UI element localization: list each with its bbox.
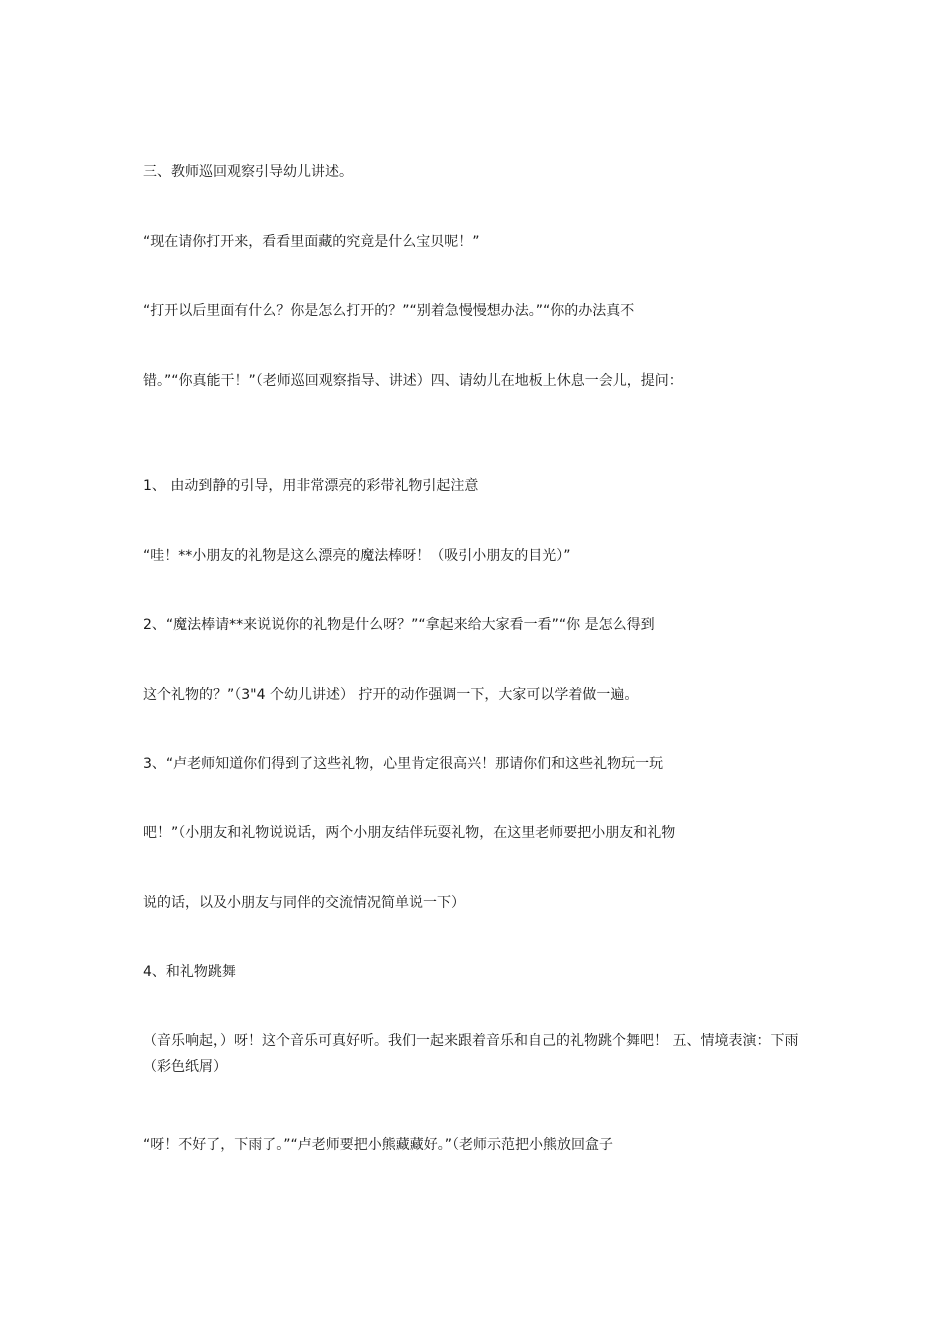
paragraph-line: 吧！”（小朋友和礼物说说话，两个小朋友结伴玩耍礼物，在这里老师要把小朋友和礼物 <box>143 825 676 841</box>
paragraph-line: “呀！不好了，下雨了。”“卢老师要把小熊藏藏好。”（老师示范把小熊放回盒子 <box>143 1137 614 1153</box>
paragraph-line: 错。”“你真能干！”（老师巡回观察指导、讲述）四、请幼儿在地板上休息一会儿，提问： <box>143 373 683 389</box>
paragraph-line: 3、“卢老师知道你们得到了这些礼物，心里肯定很高兴！那请你们和这些礼物玩一玩 <box>143 756 664 772</box>
paragraph-line: “打开以后里面有什么？你是怎么打开的？”“别着急慢慢想办法。”“你的办法真不 <box>143 303 635 319</box>
paragraph-line: 三、教师巡回观察引导幼儿讲述。 <box>143 164 353 180</box>
paragraph-line: “现在请你打开来，看看里面藏的究竟是什么宝贝呢！” <box>143 234 480 250</box>
paragraph-line: 2、“魔法棒请**来说说你的礼物是什么呀？”“拿起来给大家看一看”“你 是怎么得到 <box>143 617 655 633</box>
paragraph-line: 4、和礼物跳舞 <box>143 964 236 980</box>
paragraph-line: 说的话，以及小朋友与同伴的交流情况简单说一下） <box>143 895 465 911</box>
paragraph-wrapped: （音乐响起，）呀！这个音乐可真好听。我们一起来跟着音乐和自己的礼物跳个舞吧！ 五、情境表演：下雨（彩色纸屑） <box>143 1033 799 1075</box>
paragraph-line: 这个礼物的？”（3"4 个幼儿讲述） 拧开的动作强调一下，大家可以学着做一遍。 <box>143 687 639 703</box>
paragraph-line: 1、 由动到静的引导，用非常漂亮的彩带礼物引起注意 <box>143 478 479 494</box>
paragraph-line: “哇！**小朋友的礼物是这么漂亮的魔法棒呀！（吸引小朋友的目光）” <box>143 548 571 564</box>
